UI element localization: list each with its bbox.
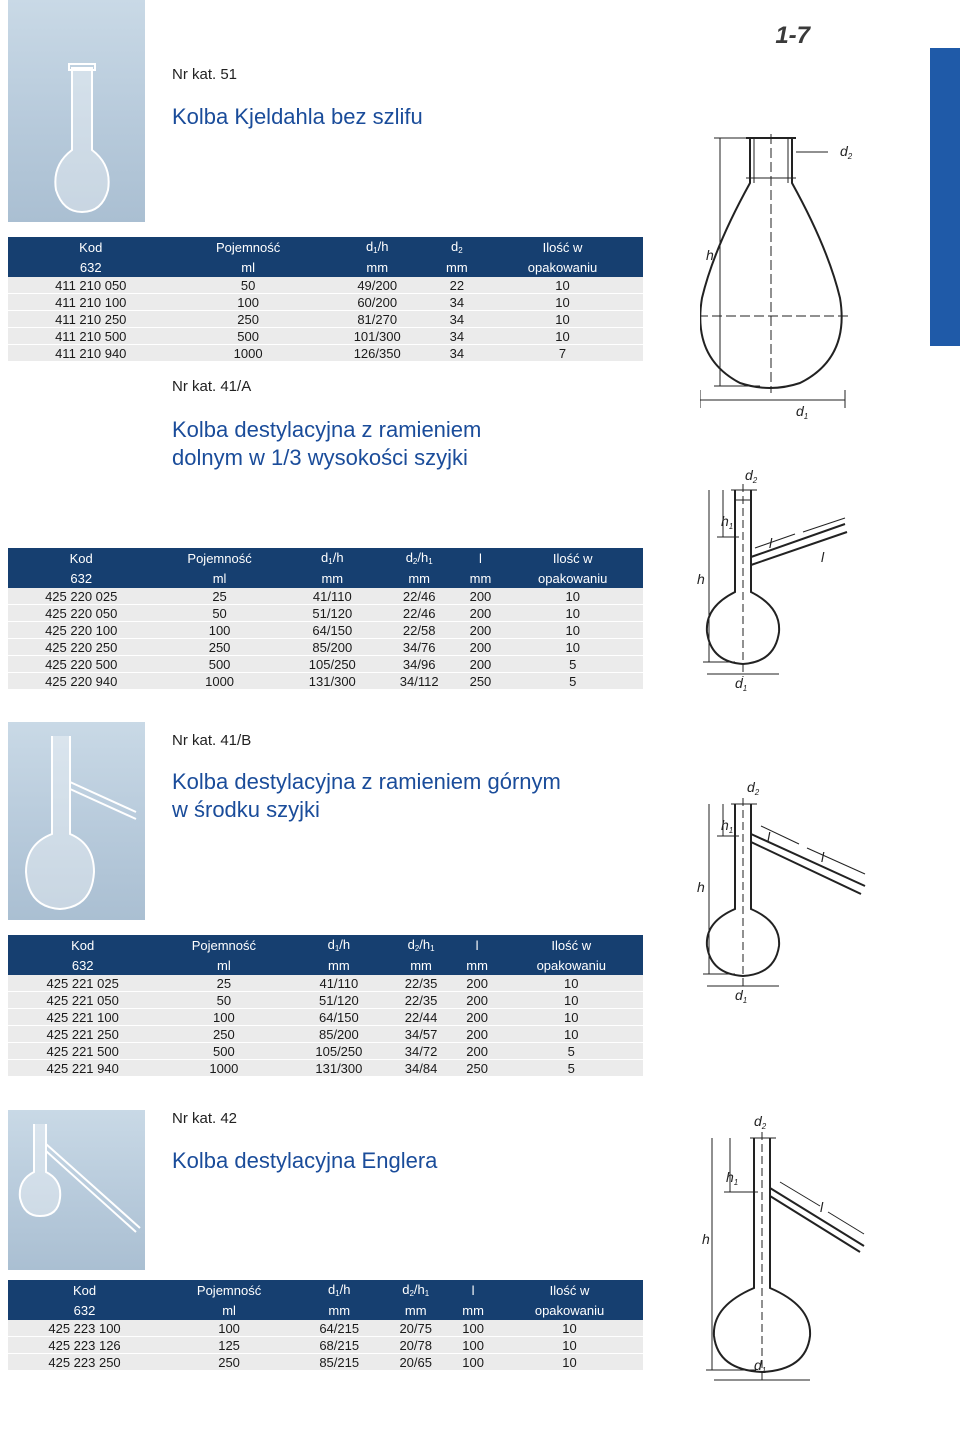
col-d2h1: $d_2/h_1$ [387, 935, 454, 955]
svg-text:h: h [697, 879, 705, 895]
col-ilosc: Ilość w [502, 548, 643, 568]
table-row: 425 221 940 1000 131/300 34/84 250 5 [8, 1060, 643, 1077]
col-kod: Kod [8, 548, 154, 568]
table-row: 425 221 100 100 64/150 22/44 200 10 [8, 1009, 643, 1026]
col-pojemnosc: Pojemność [174, 237, 323, 257]
svg-text:l: l [767, 829, 771, 845]
col-d1h: $d_1/h$ [323, 237, 432, 257]
col-kod: Kod [8, 935, 157, 955]
page-number: 1-7 [775, 22, 810, 49]
section-title: Kolba Kjeldahla bez szlifu [172, 104, 423, 129]
col-ilosc: Ilość w [496, 1280, 643, 1300]
table-row: 411 210 500 500 101/300 34 10 [8, 328, 643, 345]
col-d2h1: $d_2/h_1$ [381, 1280, 450, 1300]
product-photo-kjeldahl [8, 0, 145, 222]
svg-text:d2: $d_2$ [840, 143, 853, 161]
product-table-41b: Kod Pojemność $d_1/h$ $d_2/h_1$ l Ilość w 632 ml mm mm mm opakowaniu 425 221 025 25 41/110 22/35 200 10 425 221 050 50 51/120 22/35 200 10 425 221 100 100 64/150 22/44 200 10 425 221 250 250 85/200 34/57 200 10 425 221 500 500 105/250 34/72 200 5 425 221 940 1000 131/300 34/84 250 5 [8, 935, 643, 1076]
catalog-number: Nr kat. 42 [172, 1110, 238, 1127]
svg-text:l: l [820, 1199, 824, 1215]
svg-text:l: l [769, 535, 773, 551]
diagram-41a [695, 462, 895, 692]
col-pojemnosc: Pojemność [154, 548, 284, 568]
svg-text:d1: $d_1$ [754, 1357, 767, 1375]
svg-text:h1: $h_1$ [726, 1169, 739, 1187]
table-row: 425 220 940 1000 131/300 34/112 250 5 [8, 673, 643, 690]
svg-text:d1: $d_1$ [796, 403, 809, 421]
svg-text:d1: $d_1$ [735, 987, 748, 1004]
col-kod: Kod [8, 1280, 161, 1300]
catalog-number: Nr kat. 51 [172, 66, 238, 83]
table-row: 425 220 100 100 64/150 22/58 200 10 [8, 622, 643, 639]
col-l: l [455, 935, 500, 955]
table-row: 425 220 250 250 85/200 34/76 200 10 [8, 639, 643, 656]
col-pojemnosc: Pojemność [157, 935, 290, 955]
col-d2: $d_2$ [432, 237, 482, 257]
diagram-englera [700, 1108, 890, 1388]
table-row: 411 210 250 250 81/270 34 10 [8, 311, 643, 328]
section-title: Kolba destylacyjna z ramieniem dolnym w 1/3 wysokości szyjki [172, 417, 482, 470]
col-kod: Kod [8, 237, 174, 257]
svg-text:d2: $d_2$ [747, 779, 760, 797]
table-row: 425 221 050 50 51/120 22/35 200 10 [8, 992, 643, 1009]
svg-text:l: l [821, 849, 825, 865]
svg-text:d1: $d_1$ [735, 675, 748, 692]
product-photo-englera [8, 1110, 145, 1270]
product-photo-41b [8, 722, 145, 920]
table-row: 425 220 500 500 105/250 34/96 200 5 [8, 656, 643, 673]
section-title: Kolba destylacyjna Englera [172, 1148, 438, 1173]
table-row: 425 223 126 125 68/215 20/78 100 10 [8, 1337, 643, 1354]
col-pojemnosc: Pojemność [161, 1280, 297, 1300]
col-ilosc: Ilość w [500, 935, 643, 955]
table-row: 425 221 500 500 105/250 34/72 200 5 [8, 1043, 643, 1060]
chapter-tab [930, 48, 960, 346]
svg-text:d2: $d_2$ [754, 1113, 767, 1131]
svg-text:h1: $h_1$ [721, 513, 734, 531]
col-d2h1: $d_2/h_1$ [380, 548, 459, 568]
table-row: 411 210 940 1000 126/350 34 7 [8, 345, 643, 362]
svg-text:h1: $h_1$ [721, 817, 734, 835]
col-d1h: $d_1/h$ [290, 935, 387, 955]
col-l: l [450, 1280, 496, 1300]
col-l: l [458, 548, 502, 568]
product-table-englera: Kod Pojemność $d_1/h$ $d_2/h_1$ l Ilość w 632 ml mm mm mm opakowaniu 425 223 100 100 64/215 20/75 100 10 425 223 126 125 68/215 20/78 100 10 425 223 250 250 85/215 20/65 100 10 [8, 1280, 643, 1370]
table-row: 425 221 025 25 41/110 22/35 200 10 [8, 975, 643, 992]
table-row: 425 223 100 100 64/215 20/75 100 10 [8, 1320, 643, 1337]
table-row: 425 221 250 250 85/200 34/57 200 10 [8, 1026, 643, 1043]
section-title: Kolba destylacyjna z ramieniem górnym w środku szyjki [172, 769, 561, 822]
table-row: 411 210 050 50 49/200 22 10 [8, 277, 643, 294]
table-row: 411 210 100 100 60/200 34 10 [8, 294, 643, 311]
table-row: 425 223 250 250 85/215 20/65 100 10 [8, 1354, 643, 1371]
col-d1h: $d_1/h$ [297, 1280, 381, 1300]
catalog-number: Nr kat. 41/B [172, 732, 252, 749]
table-row: 425 220 050 50 51/120 22/46 200 10 [8, 605, 643, 622]
svg-text:d2: $d_2$ [745, 467, 758, 485]
col-d1h: $d_1/h$ [285, 548, 380, 568]
col-ilosc: Ilość w [482, 237, 643, 257]
svg-text:h: h [706, 247, 714, 263]
diagram-kjeldahl [700, 128, 870, 423]
svg-text:h: h [697, 571, 705, 587]
catalog-number: Nr kat. 41/A [172, 378, 252, 395]
table-row: 425 220 025 25 41/110 22/46 200 10 [8, 588, 643, 605]
product-table-41a: Kod Pojemność $d_1/h$ $d_2/h_1$ l Ilość w 632 ml mm mm mm opakowaniu 425 220 025 25 41/110 22/46 200 10 425 220 050 50 51/120 22/46 200 10 425 220 100 100 64/150 22/58 200 10 425 220 250 250 85/200 34/76 200 10 425 220 500 500 105/250 34/96 200 5 425 220 940 1000 131/300 34/112 250 5 [8, 548, 643, 689]
svg-text:l: l [821, 549, 825, 565]
diagram-41b [695, 774, 895, 1004]
svg-text:h: h [702, 1231, 710, 1247]
product-table-kjeldahl: Kod Pojemność $d_1/h$ $d_2$ Ilość w 632 ml mm mm opakowaniu 411 210 050 50 49/200 22 10 411 210 100 100 60/200 34 10 411 210 250 250 81/270 34 10 411 210 500 500 101/300 34 10 411 210 940 1000 126/350 34 7 [8, 237, 643, 361]
